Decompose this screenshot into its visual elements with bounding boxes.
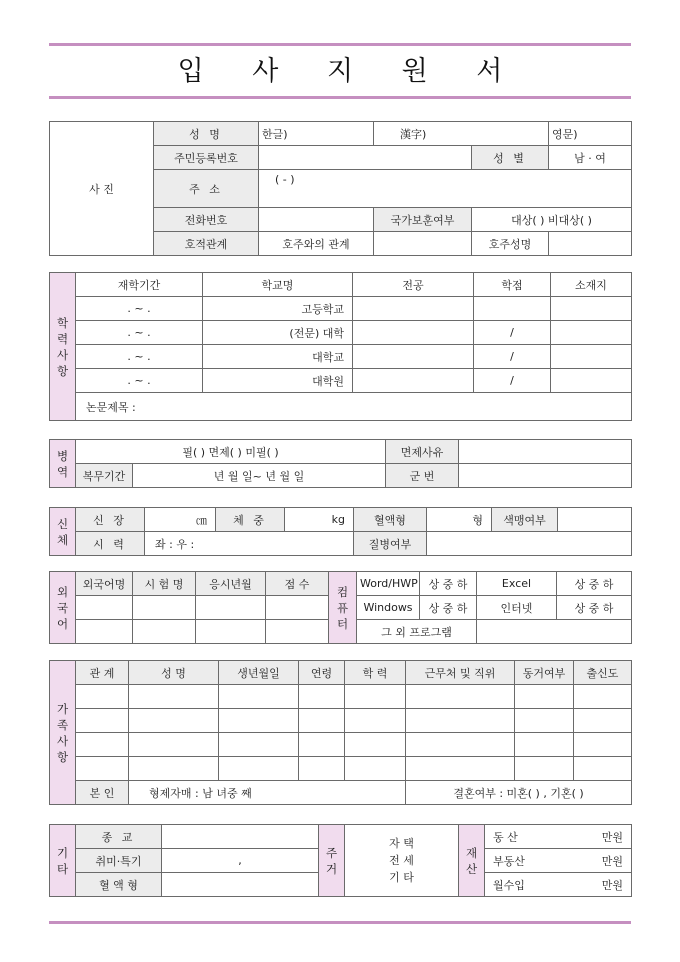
housing-option[interactable]: 자 택	[389, 837, 414, 850]
asset-unit: 만원	[601, 854, 623, 868]
height-label: 신 장	[76, 508, 145, 532]
period-field[interactable]: . ~ .	[76, 297, 203, 321]
computer-section-label: 컴퓨터	[329, 572, 357, 644]
family-row	[50, 757, 632, 781]
phone-field[interactable]	[259, 208, 374, 232]
family-header: 관 계	[76, 661, 129, 685]
head-name-label: 호주성명	[472, 232, 549, 256]
score-field[interactable]	[266, 596, 329, 620]
religion-field[interactable]	[162, 825, 319, 849]
computer-skill-name: Windows	[357, 596, 420, 620]
education-header: 전공	[353, 273, 474, 297]
education-header: 학점	[474, 273, 551, 297]
illness-label: 질병여부	[354, 532, 427, 556]
education-table	[49, 272, 632, 421]
name-label: 성 명	[154, 122, 259, 146]
housing-section-label: 주거	[319, 825, 345, 897]
height-field[interactable]: ㎝	[145, 508, 216, 532]
family-row	[50, 685, 632, 709]
eyesight-label: 시 력	[76, 532, 145, 556]
family-section-label: 가족사항	[50, 661, 76, 805]
colorblind-field[interactable]	[558, 508, 632, 532]
school-field[interactable]: 고등학교	[203, 297, 353, 321]
address-field[interactable]: ( - )	[259, 170, 632, 208]
name-english-field[interactable]: 영문)	[549, 122, 632, 146]
personal-info-table	[49, 121, 632, 256]
education-section-label: 학력사항	[50, 273, 76, 421]
head-relation-field[interactable]	[374, 232, 472, 256]
gpa-field[interactable]: /	[474, 345, 551, 369]
gpa-field[interactable]	[474, 297, 551, 321]
address-label: 주 소	[154, 170, 259, 208]
family-table	[49, 660, 632, 805]
family-header: 성 명	[129, 661, 219, 685]
sex-field[interactable]: 남 · 여	[549, 146, 632, 170]
language-header: 외국어명	[76, 572, 133, 596]
location-field[interactable]	[551, 297, 632, 321]
family-header: 학 력	[345, 661, 406, 685]
phone-label: 전화번호	[154, 208, 259, 232]
computer-skill-level[interactable]: 상 중 하	[420, 596, 477, 620]
computer-skill-level[interactable]: 상 중 하	[420, 572, 477, 596]
education-header: 학교명	[203, 273, 353, 297]
family-header: 생년월일	[219, 661, 299, 685]
school-field[interactable]: 대학교	[203, 345, 353, 369]
blood-type-label: 혈액형	[354, 508, 427, 532]
education-header: 소재지	[551, 273, 632, 297]
top-rule	[49, 43, 631, 46]
test-name-field[interactable]	[133, 620, 196, 644]
school-field[interactable]: 대학원	[203, 369, 353, 393]
test-name-field[interactable]	[133, 596, 196, 620]
education-row	[50, 345, 632, 369]
language-name-field[interactable]	[76, 620, 133, 644]
exemption-reason-field[interactable]	[459, 440, 632, 464]
asset-unit: 만원	[601, 878, 623, 892]
asset-unit: 만원	[601, 830, 623, 844]
education-header: 재학기간	[76, 273, 203, 297]
blood-type-etc-field[interactable]	[162, 873, 319, 897]
marriage-field[interactable]: 결혼여부 : 미혼( ) , 기혼( )	[406, 781, 632, 805]
computer-skill-name: 인터넷	[477, 596, 557, 620]
other-programs-field[interactable]	[477, 620, 632, 644]
photo-box[interactable]	[50, 122, 154, 256]
siblings-field[interactable]: 형제자매 : 남 녀중 째	[129, 781, 406, 805]
family-header: 동거여부	[515, 661, 574, 685]
asset-row[interactable]	[485, 825, 632, 849]
self-label: 본 인	[76, 781, 129, 805]
language-header: 점 수	[266, 572, 329, 596]
service-period-field[interactable]: 년 월 일~ 년 월 일	[133, 464, 386, 488]
exemption-reason-label: 면제사유	[386, 440, 459, 464]
asset-label: 동 산	[493, 830, 518, 844]
asset-row[interactable]	[485, 849, 632, 873]
asset-row[interactable]	[485, 873, 632, 897]
language-name-field[interactable]	[76, 596, 133, 620]
military-table	[49, 439, 632, 488]
illness-field[interactable]	[427, 532, 632, 556]
housing-options[interactable]	[345, 825, 459, 897]
family-header: 근무처 및 직위	[406, 661, 515, 685]
family-header: 연령	[299, 661, 345, 685]
education-row	[50, 369, 632, 393]
head-name-field[interactable]	[549, 232, 632, 256]
gpa-field[interactable]: /	[474, 321, 551, 345]
major-field[interactable]	[353, 297, 474, 321]
bottom-rule	[49, 921, 631, 924]
asset-label: 월수입	[493, 878, 525, 892]
body-section-label: 신체	[50, 508, 76, 556]
etc-table	[49, 824, 632, 897]
weight-label: 체 중	[216, 508, 285, 532]
veteran-label: 국가보훈여부	[374, 208, 472, 232]
school-field[interactable]: (전문) 대학	[203, 321, 353, 345]
family-row	[50, 709, 632, 733]
major-field[interactable]	[353, 369, 474, 393]
rrn-label: 주민등록번호	[154, 146, 259, 170]
location-field[interactable]	[551, 321, 632, 345]
housing-option[interactable]: 전 세	[389, 854, 414, 867]
veteran-field[interactable]: 대상( ) 비대상( )	[472, 208, 632, 232]
other-programs-label: 그 외 프로그램	[357, 620, 477, 644]
service-number-field[interactable]	[459, 464, 632, 488]
major-field[interactable]	[353, 321, 474, 345]
gpa-field[interactable]: /	[474, 369, 551, 393]
period-field[interactable]: . ~ .	[76, 345, 203, 369]
thesis-field[interactable]: 논문제목 :	[76, 393, 632, 421]
education-row	[50, 321, 632, 345]
period-field[interactable]: . ~ .	[76, 369, 203, 393]
colorblind-label: 색맹여부	[492, 508, 558, 532]
hobby-field[interactable]: ,	[162, 849, 319, 873]
sex-label: 성 별	[472, 146, 549, 170]
weight-field[interactable]: kg	[285, 508, 354, 532]
location-field[interactable]	[551, 369, 632, 393]
name-korean-field[interactable]: 한글)	[259, 122, 374, 146]
major-field[interactable]	[353, 345, 474, 369]
computer-skill-name: Word/HWP	[357, 572, 420, 596]
family-relation-label: 호적관계	[154, 232, 259, 256]
etc-section-label: 기타	[50, 825, 76, 897]
period-field[interactable]: . ~ .	[76, 321, 203, 345]
language-computer-table	[49, 571, 632, 644]
body-table	[49, 507, 632, 556]
title-rule	[49, 96, 631, 99]
test-date-field[interactable]	[196, 596, 266, 620]
eyesight-field[interactable]: 좌 : 우 :	[145, 532, 354, 556]
computer-skill-level[interactable]: 상 중 하	[557, 596, 632, 620]
language-header: 응시년월	[196, 572, 266, 596]
language-section-label: 외국어	[50, 572, 76, 644]
family-row	[50, 733, 632, 757]
photo-label: 사 진	[89, 182, 114, 196]
asset-label: 부동산	[493, 854, 525, 868]
computer-skill-level[interactable]: 상 중 하	[557, 572, 632, 596]
head-relation-label: 호주와의 관계	[259, 232, 374, 256]
family-header: 출신도	[574, 661, 632, 685]
blood-type-etc-label: 혈 액 형	[76, 873, 162, 897]
score-field[interactable]	[266, 620, 329, 644]
religion-label: 종 교	[76, 825, 162, 849]
computer-skill-name: Excel	[477, 572, 557, 596]
test-date-field[interactable]	[196, 620, 266, 644]
location-field[interactable]	[551, 345, 632, 369]
hobby-label: 취미·특기	[76, 849, 162, 873]
education-row	[50, 297, 632, 321]
housing-option[interactable]: 기 타	[389, 871, 414, 884]
service-period-label: 복무기간	[76, 464, 133, 488]
military-status-field[interactable]: 필( ) 면제( ) 미필( )	[76, 440, 386, 464]
name-hanja-field[interactable]: 漢字)	[374, 122, 549, 146]
language-header: 시 험 명	[133, 572, 196, 596]
military-section-label: 병역	[50, 440, 76, 488]
rrn-field[interactable]	[259, 146, 472, 170]
page-title: 입 사 지 원 서	[177, 56, 523, 87]
blood-type-field[interactable]: 형	[427, 508, 492, 532]
service-number-label: 군 번	[386, 464, 459, 488]
assets-section-label: 재산	[459, 825, 485, 897]
